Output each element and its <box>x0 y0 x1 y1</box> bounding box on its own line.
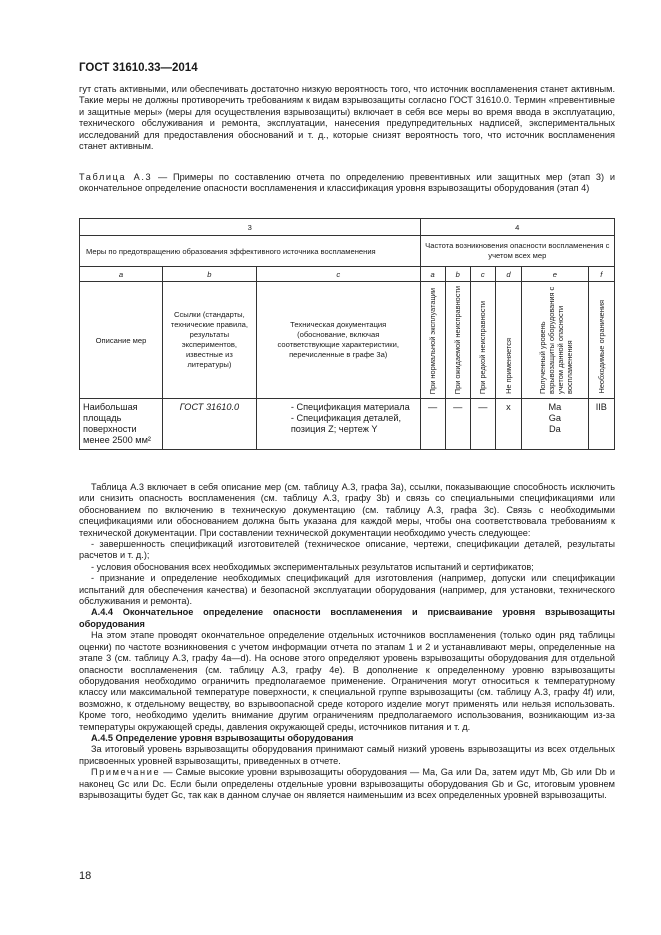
letter-c: c <box>256 267 420 282</box>
group-header-3: 3 <box>80 219 421 236</box>
row-doc-1: - Спецификация материала <box>290 402 410 412</box>
note-label: Примечание <box>91 767 161 778</box>
note-text: — Самые высокие уровни взрывозащиты оборудования — Ma, Ga или Da, затем идут Mb, Gb или Db и наконец Gc или Dc. Если были определены отдельные уровни взрывозащиты оборудования Gb и Gc, итоговым уровнем взрывозащиты будет Gc, так как в данном случае он является наименьшим из всех определенных уровней взрывозащиты. <box>79 767 615 800</box>
group-title-4: Частота возникновения опасности воспламенения с учетом всех мер <box>420 236 614 267</box>
intro-paragraph <box>79 84 615 152</box>
table-a3 <box>79 218 615 450</box>
col-rare-header: При редкой неисправности <box>478 300 488 394</box>
letter-c: c <box>470 267 495 282</box>
col-desc-header: Описание мер <box>80 282 163 399</box>
document-header: ГОСТ 31610.33—2014 <box>79 62 198 74</box>
level-ga: Ga <box>548 413 561 423</box>
level-da: Da <box>548 424 561 434</box>
row-level <box>522 399 589 450</box>
paragraph-1: Таблица А.3 включает в себя описание мер (см. таблицу А.3, графа 3a), ссылки, показывающие способность исключить или снизить опасность воспламенения (см. таблицу А.3, графу 3b) и связь со специальными спецификациями или обоснованием по включению в техническую документацию (см. таблицу А.3, графа 3с). Связь с необходимыми спецификациями или обоснованием должна быть указана для каждой меры, чтобы она соответствовала требованиям к технической документации. При составлении технической документации необходимо учесть следующее: <box>79 482 615 538</box>
bullet-2: - условия обоснования всех необходимых экспериментальных результатов испытаний и сертификатов; <box>91 561 534 572</box>
col-limits-header: Необходимые ограничения <box>596 300 606 394</box>
heading-a-4-5: А.4.5 Определение уровня взрывозащиты оборудования <box>91 732 354 743</box>
row-normal: — <box>420 399 445 450</box>
paragraph-2: На этом этапе проводят окончательное определение отдельных источников воспламенения (только один ряд таблицы оценки) по частоте возникновения с учетом информации отчета по этапам 1 и 2 и устанавливают меры, определенные на этапе 3 (см. таблицу А.3, графу 4a—d). На основе этого определяют уровень взрывозащиты оборудования для отдельной опасности воспламенения (см. таблицу А.3, графу 4e). В дополнение к определенному уровню взрывозащиты оборудования необходимо ограничить предполагаемое применение. Ограничения могут относиться к температурному классу или максимальной температуре поверхности, к специальной группе взрывозащиты (см. таблицу А.3, графу 4f) или, возможно, к отдельному веществу, во взрывоопасной среде которого изделие могут применять или нельзя использовать. Кроме того, необходимо уделить внимание другим ограничениям предполагаемого использования, возникающим из-за температуры окружающей среды, давления окружающей среды, источников питания и т. д. <box>79 630 615 732</box>
note <box>79 767 615 801</box>
col-refs-header: Ссылки (стандарты, технические правила, результаты экспериментов, известные из литературы) <box>162 282 256 399</box>
letter-a: a <box>80 267 163 282</box>
letter-f: f <box>588 267 614 282</box>
row-desc: Наибольшая площадь поверхности менее 2500 мм² <box>80 399 163 450</box>
row-doc <box>256 399 420 450</box>
table-caption-label: Таблица А.3 <box>79 172 153 182</box>
bullet-1: - завершенность спецификаций изготовителей (техническое описание, чертежи, спецификации деталей, результаты расчетов и т. д.); <box>79 539 615 561</box>
paragraph-3: За итоговый уровень взрывозащиты оборудования принимают самый низкий уровень взрывозащиты из всех отдельных присвоенных уровней взрывозащиты, приведенных в отчете. <box>79 744 615 766</box>
group-title-3: Меры по предотвращению образования эффективного источника воспламенения <box>80 236 421 267</box>
col-normal-header: При нормальной эксплуатации <box>428 287 438 394</box>
letter-d: d <box>495 267 521 282</box>
row-na: x <box>495 399 521 450</box>
bullet-3: - признание и определение необходимых спецификаций для изготовления (например, допуски или спецификации испытаний для обеспечения качества) и безопасной эксплуатации оборудования (например, для установки, технического обслуживания и ремонта). <box>79 573 615 607</box>
letter-b: b <box>162 267 256 282</box>
col-na-header: Не применяется <box>503 338 513 394</box>
letter-b: b <box>445 267 470 282</box>
col-expected-header: При ожидаемой неисправности <box>453 285 463 394</box>
group-header-4: 4 <box>420 219 614 236</box>
row-expected: — <box>445 399 470 450</box>
level-ma: Ma <box>548 402 562 412</box>
heading-a-4-4: А.4.4 Окончательное определение опасности воспламенения и присваивание уровня взрывозащиты оборудования <box>79 607 615 629</box>
row-doc-2: - Спецификация деталей, позиция Z; чертеж Y <box>290 413 402 434</box>
letter-a: a <box>420 267 445 282</box>
intro-text: гут стать активными, или обеспечивать достаточно низкую вероятность того, что источник воспламенения станет активным. Такие меры не должны противоречить требованиям к видам взрывозащиты согласно ГОСТ 31610.0. Термин «превентивные и защитные меры» (меры для осуществления взрывозащиты) включает в себя все меры во время ввода в эксплуатацию, технического обслуживания и ремонта, эксплуатации, нанесения предупредительных надписей, экспериментальных исследований для предоставления обоснований и т. д., которые снизят вероятность того, что источник воспламенения станет активным. <box>79 84 615 152</box>
table-caption <box>79 172 615 195</box>
row-limit: IIB <box>588 399 614 450</box>
row-ref: ГОСТ 31610.0 <box>162 399 256 450</box>
col-level-header: Полученный уровень взрывозащиты оборудования с учетом данной опасности воспламенения <box>537 286 574 394</box>
body-section <box>79 482 615 801</box>
col-doc-header: Техническая документация (обоснование, включая соответствующие характеристики, перечисленные в графе 3а) <box>256 282 420 399</box>
letter-e: e <box>522 267 589 282</box>
row-rare: — <box>470 399 495 450</box>
page-number: 18 <box>79 870 92 882</box>
table-caption-text: — Примеры по составлению отчета по определению превентивных или защитных мер (этап 3) и окончательное определение опасности воспламенения и классификация уровня взрывозащиты оборудования (этап 4) <box>79 172 615 194</box>
